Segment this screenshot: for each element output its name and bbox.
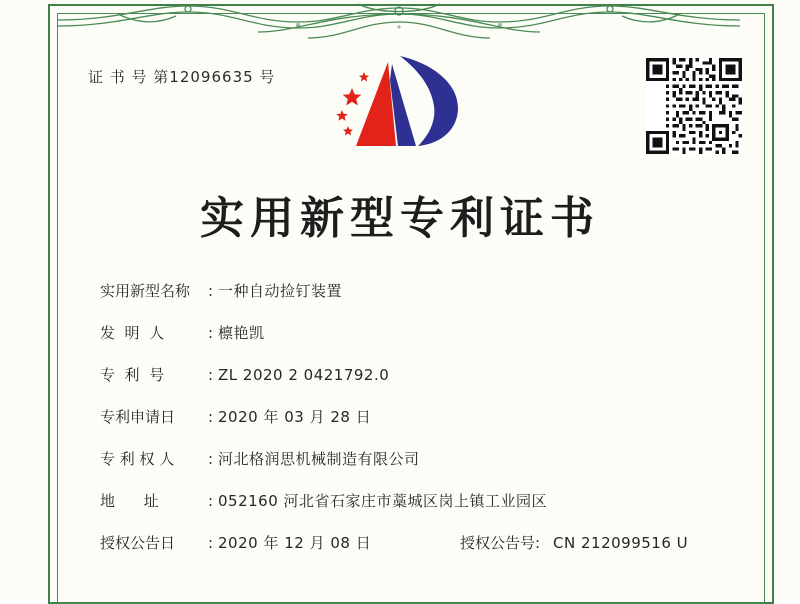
field-patentee xyxy=(100,448,720,469)
field-inventor xyxy=(100,322,720,343)
field-label: 发 明 人 xyxy=(100,324,165,342)
field-label: 专 利 权 人 xyxy=(100,450,175,468)
field-colon: : xyxy=(208,492,214,510)
field-value: ZL 2020 2 0421792.0 xyxy=(218,366,390,384)
field-value: 檩艳凯 xyxy=(218,324,265,342)
field-colon: : xyxy=(208,366,214,384)
field-colon-secondary: : xyxy=(535,534,541,552)
field-label: 授权公告日 xyxy=(100,534,176,552)
field-address xyxy=(100,490,720,511)
field-colon: : xyxy=(208,450,214,468)
field-utility-model-name xyxy=(100,280,720,301)
field-label: 专 利 号 xyxy=(100,366,165,384)
field-value-secondary: CN 212099516 U xyxy=(553,534,689,552)
field-label-secondary: 授权公告号 xyxy=(460,534,536,552)
field-value: 一种自动捡钉装置 xyxy=(218,282,343,300)
field-colon: : xyxy=(208,534,214,552)
field-value: 河北格润思机械制造有限公司 xyxy=(218,450,420,468)
field-patent-number xyxy=(100,364,720,385)
ornamental-header-pattern xyxy=(58,0,740,44)
qr-code xyxy=(646,58,742,154)
field-colon: : xyxy=(208,324,214,342)
certificate-number: 证 书 号 第12096635 号 xyxy=(88,68,276,86)
page-title: 实用新型专利证书 xyxy=(200,193,600,244)
field-application-date xyxy=(100,406,720,427)
field-value: 2020 年 12 月 08 日 xyxy=(218,534,372,552)
field-label: 地 址 xyxy=(100,492,159,510)
field-grant-publication xyxy=(100,532,720,553)
field-colon: : xyxy=(208,282,214,300)
certificate-fields xyxy=(100,280,720,574)
cnipa-logo xyxy=(330,50,470,160)
field-label: 实用新型名称 xyxy=(100,282,191,300)
field-value: 052160 河北省石家庄市藁城区岗上镇工业园区 xyxy=(218,492,548,510)
field-label: 专利申请日 xyxy=(100,408,176,426)
field-value: 2020 年 03 月 28 日 xyxy=(218,408,372,426)
field-colon: : xyxy=(208,408,214,426)
